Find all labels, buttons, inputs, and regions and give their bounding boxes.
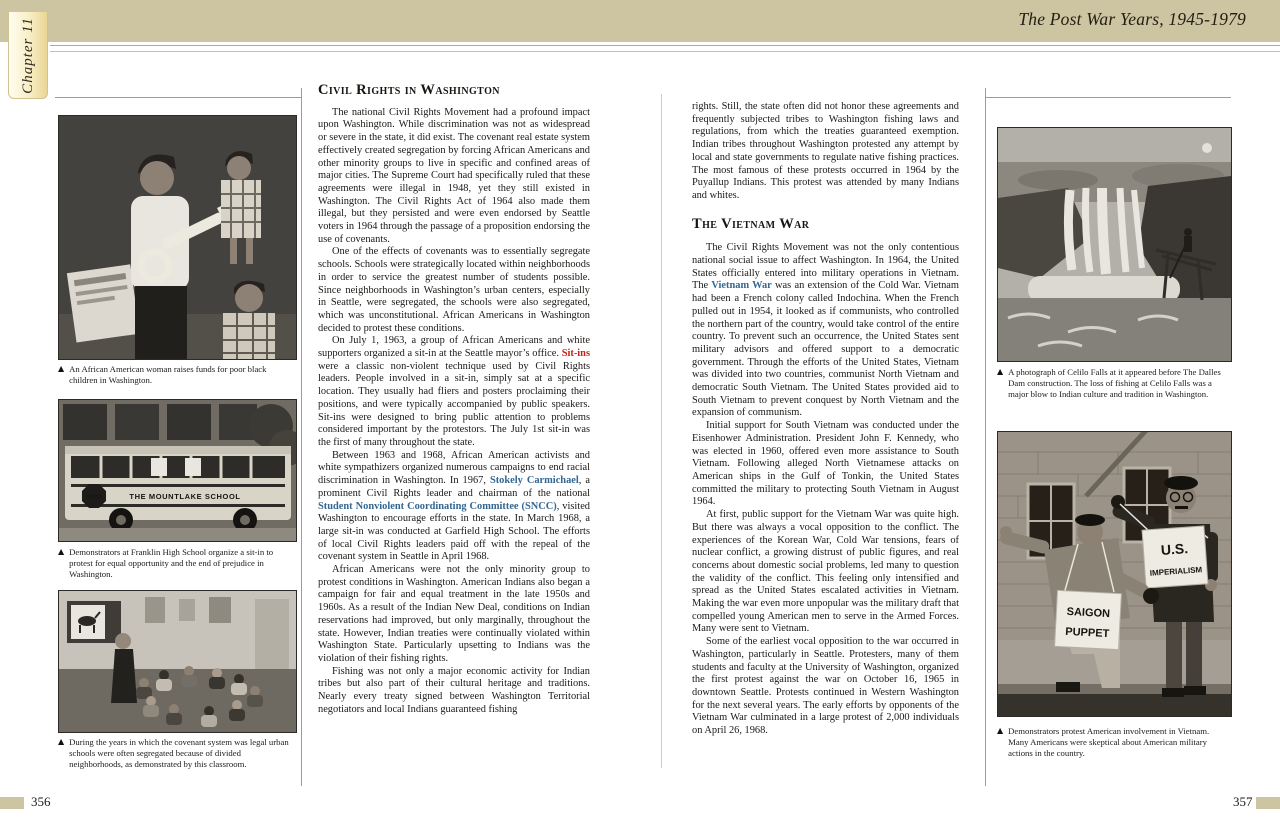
chapter-tab <box>8 12 48 99</box>
fundraising-photo <box>58 115 297 360</box>
right-page-number-bar <box>1256 797 1280 809</box>
caption-text: During the years in which the covenant system was legal urban schools were often segregated because of divided neighborhoods, as demonstrated by this classroom. <box>69 737 289 769</box>
fundraising-photo-art <box>59 116 296 359</box>
celilo-falls-photo <box>997 127 1232 362</box>
caption-text: Demonstrators protest American involvement in Vietnam. Many Americans were skeptical about American military actions in the country. <box>1008 726 1210 758</box>
header-rule-bottom <box>50 51 1280 52</box>
keyword-term: Sit-ins <box>561 348 590 360</box>
celilo-falls-photo-art <box>998 128 1231 361</box>
protest-photo <box>997 431 1232 717</box>
paragraph: Initial support for South Vietnam was conducted under the Eisenhower Administration. President John F. Kennedy, who was elected in 1960, offered even more assistance to South Vietnam. Following alleged North Vietnamese attacks on American ships in the Gulf of Tonkin, the United States committed the military to protecting South Vietnam in August 1964. <box>692 420 959 508</box>
chapter-tab-label: Chapter 11 <box>19 16 36 94</box>
school-bus-photo-art <box>59 400 296 541</box>
keyword-term: Stokely Carmichael <box>489 475 579 487</box>
caption-text: Demonstrators at Franklin High School organize a sit-in to protest for equal opportunity and the end of prejudice in Washington. <box>69 547 274 579</box>
left-page-number: 356 <box>31 794 51 809</box>
sign-saigon-label: SAIGON <box>1066 605 1111 621</box>
right-page-number: 357 <box>1233 794 1253 809</box>
caption-fundraising <box>58 364 295 386</box>
horse-poster <box>71 605 105 639</box>
caption-marker-icon: ▲ <box>58 547 65 556</box>
paragraph: One of the effects of covenants was to essentially segregate schools. Schools were strategically located within neighborhoods in order to service the greatest number of students possible. Since neighborhoods in Washington’s urban centers, especially in Seattle, were segregated, the schools were also segregated, which was unconstitutional. African Americans in Washington decided to protest these conditions. <box>318 246 590 334</box>
paragraph: At first, public support for the Vietnam War was quite high. But there was always a vocal opposition to the conflict. The experiences of the Korean War, Cold War tensions, fears of nuclear conflict, a growing distrust of public figures, and real concerns about domestic social problems, led many to question the validity of the conflict. This feeling only intensified and spread as the United States escalated activities in Vietnam. Making the war even more unpopular was the military draft that compelled young American men to serve in the Armed Forces. Many were sent to Vietnam. <box>692 509 959 635</box>
stop-sign <box>82 484 106 508</box>
donation-box <box>67 264 140 342</box>
paragraph: rights. Still, the state often did not honor these agreements and frequently subjected tribes to Washington fishing laws and regulations, from which the treaties guaranteed exemption. Indian tribes throughout Washington protested any attempt by local and state governments to regulate native fishing practices. The most famous of these protests occurred in 1964 by the Puyallup Indians. This protest was attended by many Indians and whites. <box>692 101 959 201</box>
keyword-term: Student Nonviolent Coordinating Committee (SNCC) <box>318 500 557 512</box>
protest-photo-art <box>998 432 1231 716</box>
header-rule-top <box>50 45 1280 46</box>
left-page-number-bar <box>0 797 24 809</box>
bus <box>65 446 291 532</box>
running-head: The Post War Years, 1945-1979 <box>1018 9 1246 29</box>
left-text-column <box>318 84 590 790</box>
paragraph: The Civil Rights Movement was not the only contentious national social issue to affect Washington. In 1964, the United States officially entered into military operations in Vietnam. The Vietnam War was an extension of the Cold War. Vietnam had been a French colony called Indochina. When the French pulled out in 1954, it looked as if communists, who controlled the northern part of the country, would take control of the entire country. To prevent such an occurrence, the United States sent military advisors and offered support to a democratic government. Through the efforts of the United States, Vietnam was divided into two countries, communist North Vietnam and democratic South Vietnam. The United States provided aid to South Vietnam to prevent conquest by North Vietnam and the expansion of communism. <box>692 242 959 419</box>
moon <box>1202 143 1212 153</box>
us-imperialism-sign <box>1142 526 1208 588</box>
stop-sign-label: STOP <box>85 495 103 501</box>
caption-marker-icon: ▲ <box>58 737 65 746</box>
keyword-term: Vietnam War <box>711 280 772 292</box>
right-page-column-divider <box>985 88 986 786</box>
classroom-photo <box>58 590 297 733</box>
caption-protest <box>997 726 1230 758</box>
school-bus-photo <box>58 399 297 542</box>
bus-side-sign: THE MOUNTLAKE SCHOOL <box>129 492 241 501</box>
paragraph: Some of the earliest vocal opposition to the war occurred in Washington, particularly in Seattle. Protesters, many of them students and faculty at the University of Washington, organized the first protest against the war on October 16, 1965 in downtown Seattle. Protests continued in Western Washington for the next several years. The early efforts by opponents of the Vietnam War culminated in a large protest of 2,000 individuals on April 26, 1968. <box>692 636 959 737</box>
paragraph: African Americans were not the only minority group to protest conditions in Washington. American Indians also began a campaign for fair and equal treatment in the late 1950s and 1960s. As a result of the Indian New Deal, conditions on Indian reservations had improved, but only marginally, throughout the state. However, Indian treaties were continually violated within Washington State. Particularly upsetting to Indians was the violation of their fishing rights. <box>318 564 590 664</box>
left-body-text <box>318 107 590 717</box>
sign-us-label: U.S. <box>1160 540 1189 558</box>
caption-text: An African American woman raises funds for poor black children in Washington. <box>69 364 267 385</box>
caption-marker-icon: ▲ <box>997 367 1004 376</box>
header-banner <box>0 0 1280 42</box>
sign-imperialism-label: IMPERIALISM <box>1149 565 1203 578</box>
spread-center-divider <box>661 94 662 768</box>
paragraph: Fishing was not only a major economic activity for Indian tribes but also part of their cultural heritage and traditions. Nearly every treaty signed between Washington Territorial negotiators and local Indians guaranteed fishing <box>318 665 590 715</box>
caption-classroom <box>58 737 295 769</box>
sign-puppet-label: PUPPET <box>1065 625 1110 641</box>
section-heading-civil-rights: Civil Rights in Washington <box>318 84 500 98</box>
caption-celilo-falls <box>997 367 1230 399</box>
right-intro-text <box>692 101 959 203</box>
right-body-text <box>692 242 959 737</box>
left-page-column-divider <box>301 88 302 786</box>
caption-marker-icon: ▲ <box>58 364 65 373</box>
caption-school-bus <box>58 547 295 579</box>
paragraph: On July 1, 1963, a group of African Americans and white supporters organized a sit-in at the Seattle mayor’s office. Sit-ins were a classic non-violent technique used by Civil Rights leaders. People involved in a sit-in, simply sat at a specific location. They usually had fliers and posters proclaiming their positions, and were typically accompanied by public speakers. Sit-ins were designed to bring public attention to problems considered important by the protestors. The July 1st sit-in was the first of many throughout the state. <box>318 335 590 448</box>
left-page-top-rule <box>55 97 301 98</box>
right-page-top-rule <box>985 97 1231 98</box>
classroom-photo-art <box>59 591 296 732</box>
caption-marker-icon: ▲ <box>997 726 1004 735</box>
caption-text: A photograph of Celilo Falls at it appeared before The Dalles Dam construction. The loss of fishing at Celilo Falls was a major blow to Indian culture and tradition in Washington. <box>1008 367 1221 399</box>
paragraph: The national Civil Rights Movement had a profound impact upon Washington. While discrimination was not as widespread or severe in the state, it did exist. The covenant real estate system effectively created segregation by forcing African Americans and other minority groups to live in specific and confined areas of major cities. The Supreme Court had specifically ruled that these agreements were illegal in 1948, yet they still existed in Washington. The Civil Rights Act of 1964 also made them illegal, but they persisted and were even endorsed by Seattle voters in 1964 through the passage of a proposition endorsing the use of covenants. <box>318 106 590 245</box>
paragraph: Between 1963 and 1968, African American activists and white sympathizers organized numerous campaigns to end racial discrimination in Washington. In 1967, Stokely Carmichael, a prominent Civil Rights leader and chairman of the national Student Nonviolent Coordinating Committee (SNCC), visited Washington to encourage efforts in the state. In March 1968, a large sit-in was conducted at Garfield High School. The efforts of local Civil Rights leaders paid off with the repeal of the covenant system in Seattle in April 1968. <box>318 449 590 563</box>
section-heading-vietnam-war: The Vietnam War <box>692 215 810 232</box>
saigon-puppet-sign <box>1055 590 1122 649</box>
right-text-column <box>692 101 959 793</box>
